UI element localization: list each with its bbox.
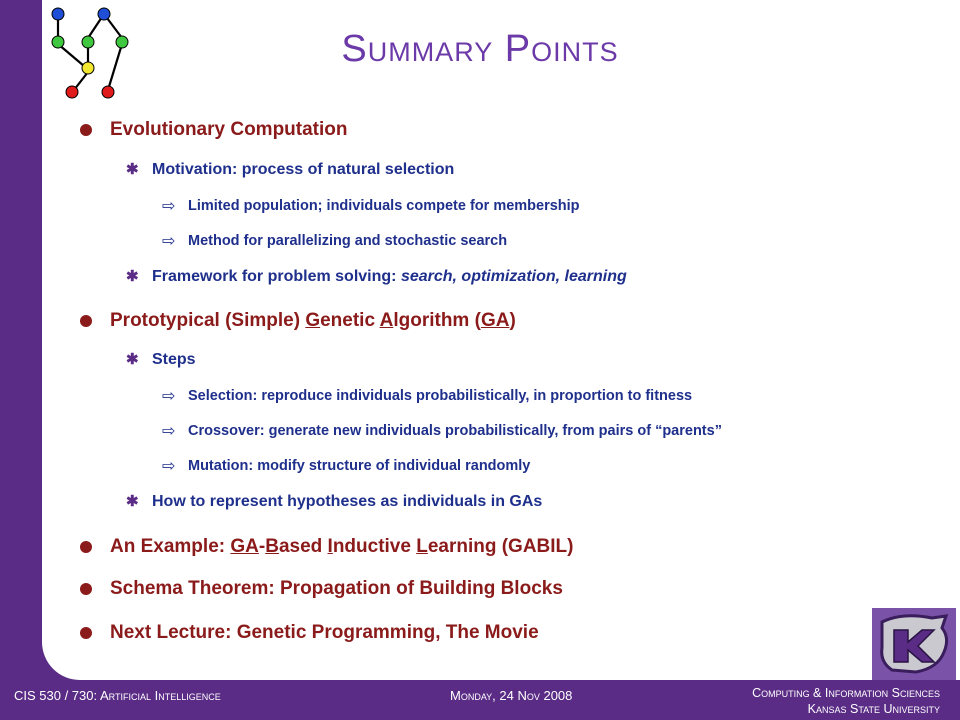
text-part: ased (278, 536, 328, 557)
sub-steps: Steps (152, 351, 196, 368)
text-part: A (379, 310, 394, 331)
bullet-dot-icon (80, 124, 92, 136)
text-part: GA (480, 310, 510, 331)
text-part: L (416, 536, 428, 557)
bullet-dot-icon (80, 627, 92, 639)
arrow-bullet-icon: ⇨ (162, 388, 176, 405)
text-part: GA (230, 536, 259, 557)
star-bullet-icon: ✱ (126, 268, 139, 285)
framework-terms: search, optimization, learning (400, 268, 627, 285)
arrow-bullet-icon: ⇨ (162, 458, 176, 475)
subsub-crossover: Crossover: generate new individuals probabilistically, from pairs of “parents” (188, 423, 722, 439)
text-part: I (327, 536, 333, 557)
footer-course: CIS 530 / 730: Artificial Intelligence (14, 688, 221, 703)
arrow-bullet-icon: ⇨ (162, 423, 176, 440)
subsub-selection: Selection: reproduce individuals probabilistically, in proportion to fitness (188, 388, 693, 404)
arrow-bullet-icon: ⇨ (162, 198, 176, 215)
star-bullet-icon: ✱ (126, 161, 139, 178)
footer-university: Kansas State University (807, 702, 940, 716)
bullet-gabil-example (110, 536, 574, 558)
bullet-schema-theorem: Schema Theorem: Propagation of Building Blocks (110, 578, 563, 599)
text-part: B (265, 536, 279, 557)
text-part: lgorithm ( (393, 310, 481, 331)
framework-label: Framework for problem solving: (152, 268, 401, 285)
kstate-wildcat-logo-icon (872, 608, 956, 680)
sub-represent: How to represent hypotheses as individuals in GAs (152, 493, 543, 510)
text-part: An Example: (110, 536, 231, 557)
star-bullet-icon: ✱ (126, 351, 139, 368)
arrow-bullet-icon: ⇨ (162, 233, 176, 250)
slide-title: Summary Points (341, 28, 619, 70)
bullet-next-lecture: Next Lecture: Genetic Programming, The Movie (110, 622, 539, 643)
subsub-method: Method for parallelizing and stochastic search (188, 233, 508, 249)
bullet-dot-icon (80, 315, 92, 327)
text-part: enetic (320, 310, 380, 331)
footer-department: Computing & Information Sciences (752, 686, 940, 700)
sub-framework (152, 268, 627, 286)
sub-motivation: Motivation: process of natural selection (152, 161, 455, 178)
bullet-prototypical-ga (110, 310, 516, 332)
text-part: - (258, 536, 266, 557)
text-part: Prototypical (Simple) (110, 310, 306, 331)
subsub-limited-population: Limited population; individuals compete for membership (188, 198, 580, 214)
text-part: G (305, 310, 321, 331)
subsub-mutation: Mutation: modify structure of individual randomly (188, 458, 531, 474)
bullet-dot-icon (80, 541, 92, 553)
text-part: ) (509, 310, 516, 331)
bullet-evolutionary-computation: Evolutionary Computation (110, 119, 348, 140)
footer-date: Monday, 24 Nov 2008 (450, 688, 573, 703)
text-part: nductive (332, 536, 417, 557)
star-bullet-icon: ✱ (126, 493, 139, 510)
bullet-dot-icon (80, 583, 92, 595)
text-part: earning (GABIL) (427, 536, 574, 557)
